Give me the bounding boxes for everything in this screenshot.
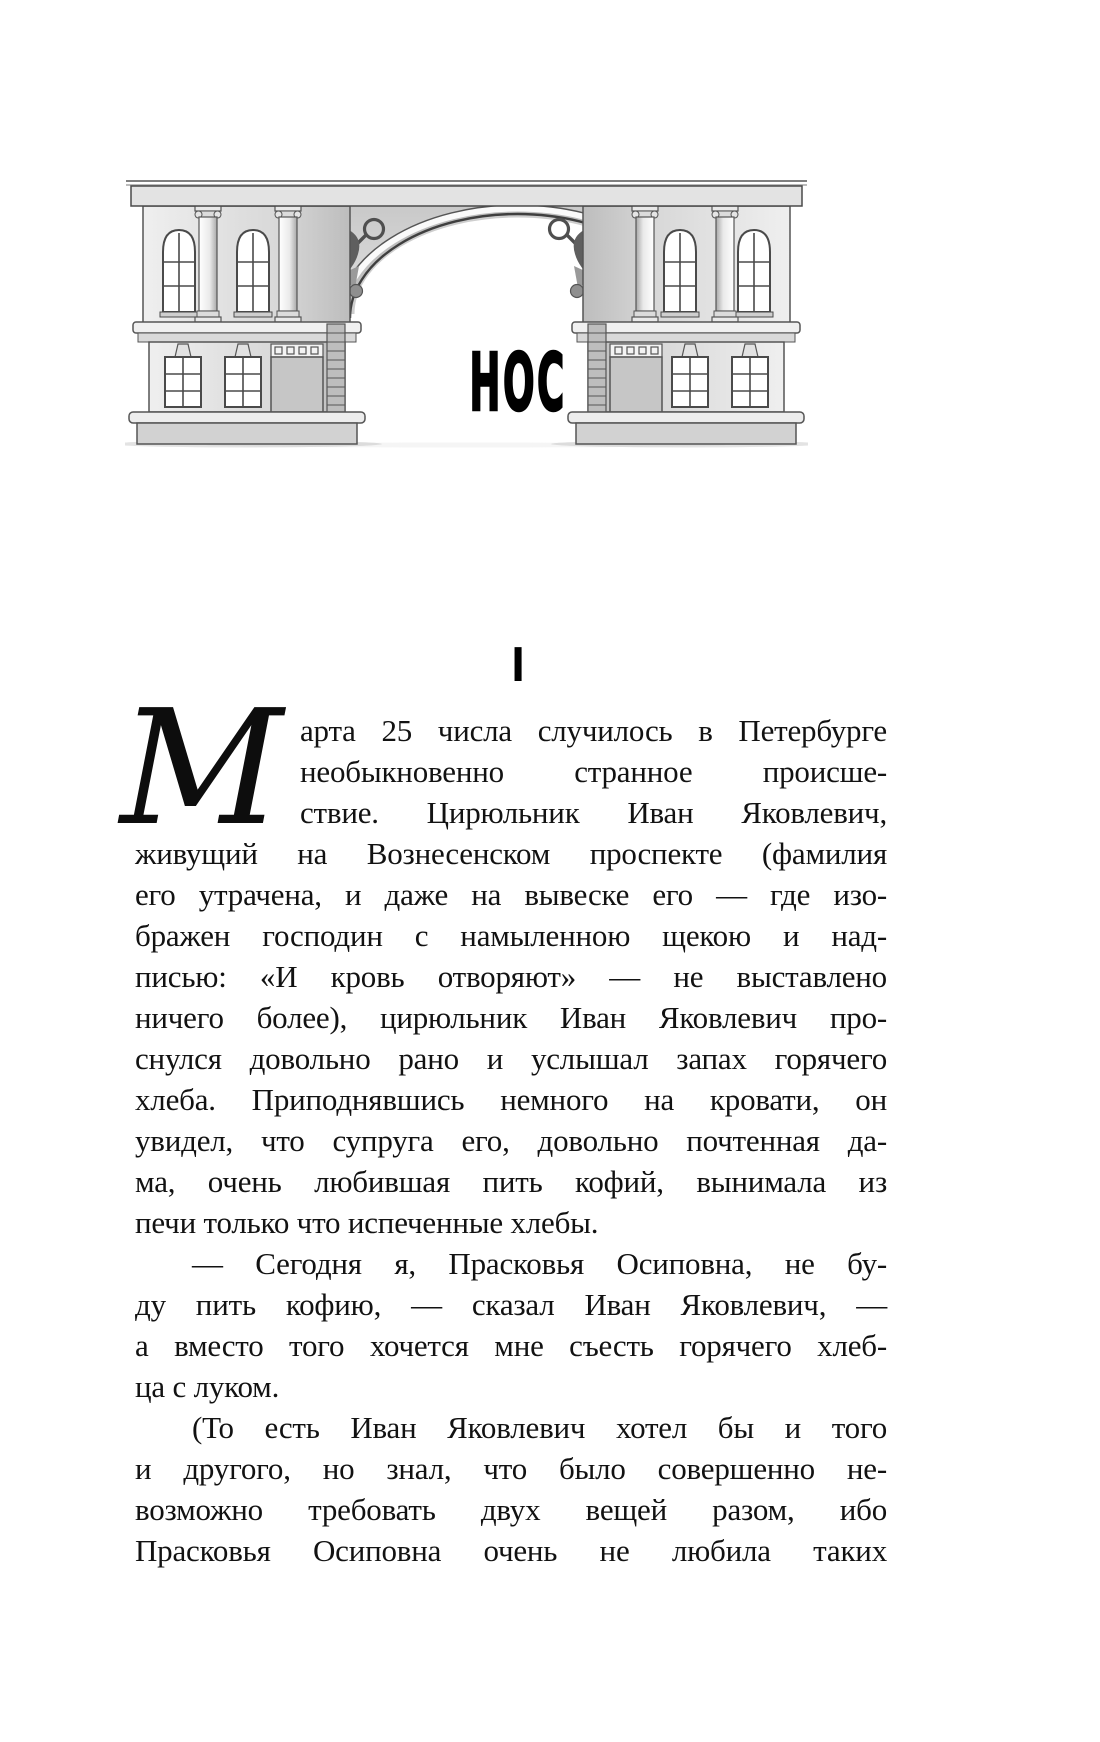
chapter-numeral: I bbox=[511, 638, 525, 692]
text-line: Прасковья Осиповна очень не любила таких bbox=[135, 1533, 887, 1568]
text-line: ничего более), цирюльник Иван Яковлевич про- bbox=[135, 1000, 887, 1035]
drop-cap: М bbox=[120, 676, 283, 861]
entablature bbox=[126, 181, 807, 206]
text-line: снулся довольно рано и услышал запах горячего bbox=[135, 1041, 887, 1076]
text-line: ма, очень любившая пить кофий, вынимала из bbox=[135, 1164, 887, 1199]
text-line: увидел, что супруга его, довольно почтенная да- bbox=[135, 1123, 887, 1158]
text-line: хлеба. Приподнявшись немного на кровати, он bbox=[135, 1082, 887, 1117]
text-line: (То есть Иван Яковлевич хотел бы и того bbox=[192, 1410, 887, 1445]
text-line: бражен господин с намыленною щекою и над- bbox=[135, 918, 887, 953]
text-line: — Сегодня я, Прасковья Осиповна, не бу- bbox=[192, 1246, 887, 1281]
story-title bbox=[368, 335, 668, 430]
text-line: ца с луком. bbox=[135, 1369, 280, 1404]
text-line: необыкновенно странное происше- bbox=[300, 754, 887, 789]
text-line: и другого, но знал, что было совершенно не- bbox=[135, 1451, 887, 1486]
text-line: печи только что испеченные хлебы. bbox=[135, 1205, 599, 1240]
body-text bbox=[135, 710, 887, 1571]
left-pier bbox=[129, 206, 365, 444]
text-line: живущий на Вознесенском проспекте (фамилия bbox=[135, 836, 887, 871]
text-line: его утрачена, и даже на вывеске его — где изо- bbox=[135, 877, 887, 912]
text-line: арта 25 числа случилось в Петербурге bbox=[300, 713, 887, 748]
text-line: возможно требовать двух вещей разом, ибо bbox=[135, 1492, 887, 1527]
text-line: писью: «И кровь отворяют» — не выставлено bbox=[135, 959, 887, 994]
text-line: ду пить кофию, — сказал Иван Яковлевич, — bbox=[135, 1287, 887, 1322]
story-title-text: НОС bbox=[469, 335, 567, 430]
text-line: ствие. Цирюльник Иван Яковлевич, bbox=[300, 795, 887, 830]
text-line: а вместо того хочется мне съесть горячего хлеб- bbox=[135, 1328, 887, 1363]
